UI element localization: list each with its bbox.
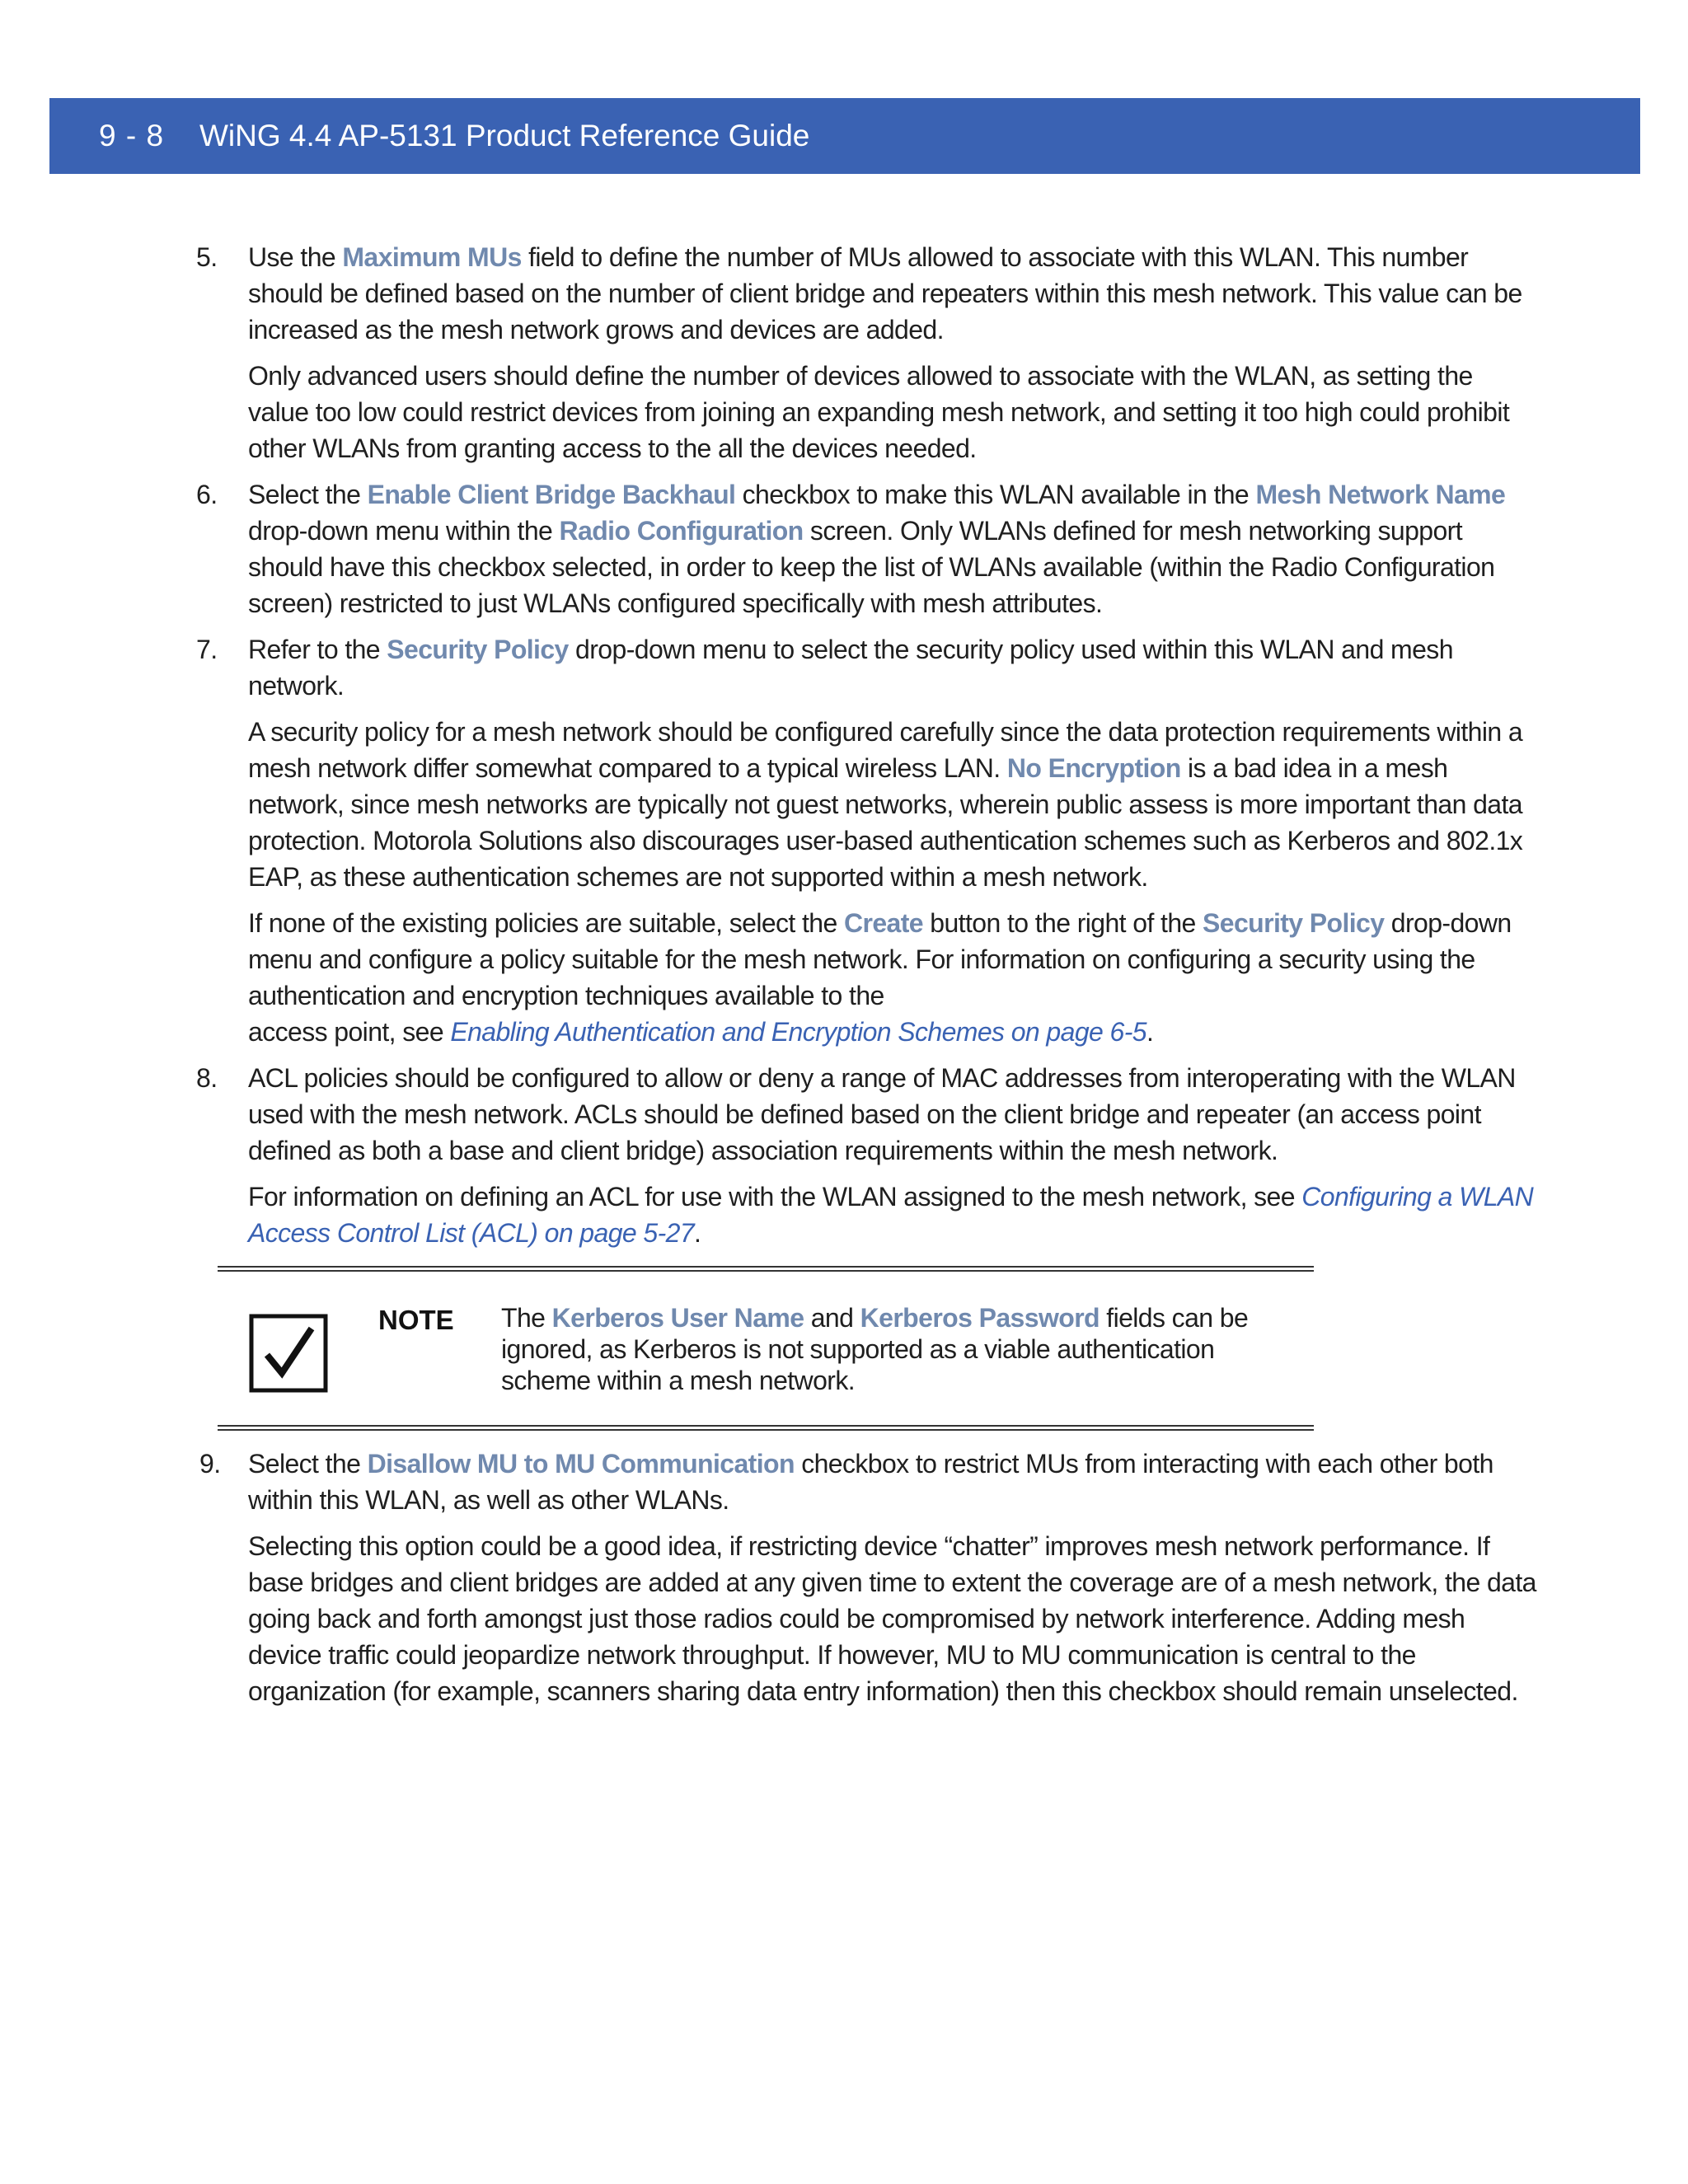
step-7 [196,631,1540,704]
step-7-paragraph-3 [196,905,1540,1050]
text: is a bad idea in a mesh network, since mesh networks are typically not guest networks, wherein public assess is more important than data protection. Motorola Solutions also discourages user-based authentication schemes such as Kerberos and 802.1x EAP, as these authentication schemes are not supported within a mesh network. [248,753,1523,892]
step-8 [196,1060,1540,1169]
text: . [694,1218,701,1248]
text: A security policy for a mesh network should be configured carefully since the data protection requirements within a mesh network differ somewhat compared to a typical wireless LAN. [248,717,1523,783]
text: screen. Only WLANs defined for mesh networking support should have this checkbox selected, in order to keep the list of WLANs available (within the Radio Configuration screen) restricted to just WLANs configured specifically with mesh attributes. [248,516,1495,618]
text: checkbox to make this WLAN available in the [735,480,1256,509]
field-name-kerberos-password: Kerberos Password [860,1303,1100,1333]
page-body [196,239,1540,1719]
text: button to the right of the [923,908,1203,938]
text: Select the [248,1449,368,1479]
step-number: 9. [199,1449,221,1479]
note-text [501,1302,1309,1396]
text: The [501,1303,552,1333]
text: ACL policies should be configured to allow or deny a range of MAC addresses from interoperating with the WLAN used with the mesh network. ACLs should be defined based on the client bridge and repeater (an access point defined as both a base and client bridge) association requirements within the mesh network. [248,1063,1516,1165]
link-authentication-encryption[interactable]: Enabling Authentication and Encryption Schemes on page 6-5 [450,1017,1146,1047]
text: drop-down menu and configure a policy suitable for the mesh network. For information on configuring a security using the authentication and encryption techniques available to the [248,908,1512,1010]
field-name-radio-configuration: Radio Configuration [559,516,804,546]
link-configuring-wlan-acl[interactable]: Configuring a WLAN Access Control List (ACL) on page 5-27 [248,1182,1534,1248]
text: drop-down menu to select the security policy used within this WLAN and mesh network. [248,635,1453,701]
field-name-mesh-network-name: Mesh Network Name [1255,480,1506,509]
step-6 [196,476,1540,621]
text: checkbox to restrict MUs from interacting with each other both within this WLAN, as well as other WLANs. [248,1449,1493,1515]
text: Use the [248,242,343,272]
step-number: 5. [196,242,218,272]
step-5 [196,239,1540,348]
field-name-kerberos-user-name: Kerberos User Name [551,1303,804,1333]
field-name-security-policy: Security Policy [1203,908,1385,938]
step-9-paragraph: Selecting this option could be a good idea, if restricting device “chatter” improves mesh network performance. If base bridges and client bridges are added at any given time to extent the coverage are of a mesh network, the data going back and forth amongst just those radios could be compromised by network interference. Adding mesh device traffic could jeopardize network throughput. If however, MU to MU communication is central to the organization (for example, scanners sharing data entry information) then this checkbox should remain unselected. [248,1531,1536,1706]
text: field to define the number of MUs allowed to associate with this WLAN. This number should be defined based on the number of client bridge and repeaters within this mesh network. This value can be increased as the mesh network grows and devices are added. [248,242,1522,344]
field-name-enable-client-bridge-backhaul: Enable Client Bridge Backhaul [367,480,736,509]
page-number: 9 - 8 [99,119,165,152]
field-name-security-policy: Security Policy [387,635,569,664]
text: Refer to the [248,635,387,664]
note-label: NOTE [378,1305,454,1335]
field-name-disallow-mu-to-mu: Disallow MU to MU Communication [367,1449,795,1479]
divider [218,1266,1314,1272]
field-name-no-encryption: No Encryption [1006,753,1181,783]
note-box [218,1266,1314,1431]
guide-title: WiNG 4.4 AP-5131 Product Reference Guide [199,119,810,152]
text: Select the [248,480,368,509]
field-name-maximum-mus: Maximum MUs [342,242,522,272]
field-name-create: Create [843,908,923,938]
step-number: 8. [196,1063,218,1093]
text: . [1146,1017,1154,1047]
checkmark-icon [249,1314,328,1393]
text: If none of the existing policies are suitable, select the [248,908,844,938]
text: For information on defining an ACL for use with the WLAN assigned to the mesh network, see [248,1182,1302,1212]
page-header [49,98,1640,174]
step-number: 7. [196,635,218,664]
text: and [804,1303,860,1333]
divider [218,1425,1314,1431]
step-9 [196,1446,1540,1518]
step-8-paragraph-2 [196,1179,1540,1251]
step-number: 6. [196,480,218,509]
text: access point, see [248,1017,451,1047]
text: drop-down menu within the [248,516,560,546]
step-5-paragraph: Only advanced users should define the number of devices allowed to associate with the WLAN, as setting the value too low could restrict devices from joining an expanding mesh network, and setting it too high could prohibit other WLANs from granting access to the all the devices needed. [248,361,1510,463]
text: fields can be ignored, as Kerberos is not supported as a viable authentication scheme within a mesh network. [501,1303,1249,1395]
step-7-paragraph-2 [196,714,1540,895]
